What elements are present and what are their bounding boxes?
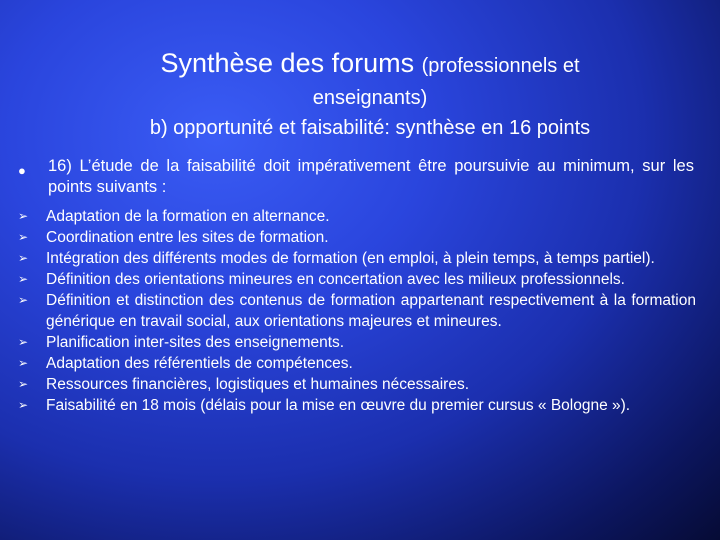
list-item-text: Définition et distinction des contenus de formation appartenant respectivement à la formation générique en travail social, aux orientations majeures et mineures. [46, 292, 696, 330]
list-item-text: Adaptation des référentiels de compétences. [46, 355, 353, 372]
list-item [18, 227, 696, 248]
intro-text: 16) L’étude de la faisabilité doit impérativement être poursuivie au minimum, sur les points suivants : [48, 157, 694, 196]
list-item-text: Faisabilité en 18 mois (délais pour la mise en œuvre du premier cursus « Bologne »). [46, 397, 631, 414]
intro-paragraph [18, 156, 694, 198]
arrow-bullet-icon: ➢ [18, 335, 29, 349]
list-item-text: Adaptation de la formation en alternance. [46, 208, 330, 225]
arrow-bullet-icon: ➢ [18, 293, 29, 307]
list-item-text: Définition des orientations mineures en concertation avec les milieux professionnels. [46, 271, 625, 288]
slide-title [60, 46, 680, 143]
arrow-bullet-icon: ➢ [18, 230, 29, 244]
list-item-text: Coordination entre les sites de formation. [46, 229, 329, 246]
arrow-bullet-icon: ➢ [18, 398, 29, 412]
arrow-bullet-icon: ➢ [18, 251, 29, 265]
list-item-text: Intégration des différents modes de formation (en emploi, à plein temps, à temps partiel). [46, 250, 655, 267]
arrow-bullet-icon: ➢ [18, 377, 29, 391]
list-item [18, 290, 696, 332]
bullet-list [18, 206, 696, 416]
list-item-text: Planification inter-sites des enseignements. [46, 334, 345, 351]
title-subtitle: b) opportunité et faisabilité: synthèse en 16 points [149, 117, 591, 139]
list-item [18, 395, 696, 416]
arrow-bullet-icon: ➢ [18, 209, 29, 223]
title-paren-part2: enseignants) [312, 87, 428, 109]
round-bullet-icon: ● [18, 163, 26, 178]
list-item [18, 269, 696, 290]
arrow-bullet-icon: ➢ [18, 272, 29, 286]
list-item [18, 206, 696, 227]
list-item-text: Ressources financières, logistiques et humaines nécessaires. [46, 376, 470, 393]
arrow-bullet-icon: ➢ [18, 356, 29, 370]
list-item [18, 374, 696, 395]
title-paren-part1: (professionnels et [421, 55, 580, 77]
title-main: Synthèse des forums [160, 48, 415, 78]
list-item [18, 353, 696, 374]
title-line-1 [60, 46, 680, 83]
list-item [18, 248, 696, 269]
list-item [18, 332, 696, 353]
